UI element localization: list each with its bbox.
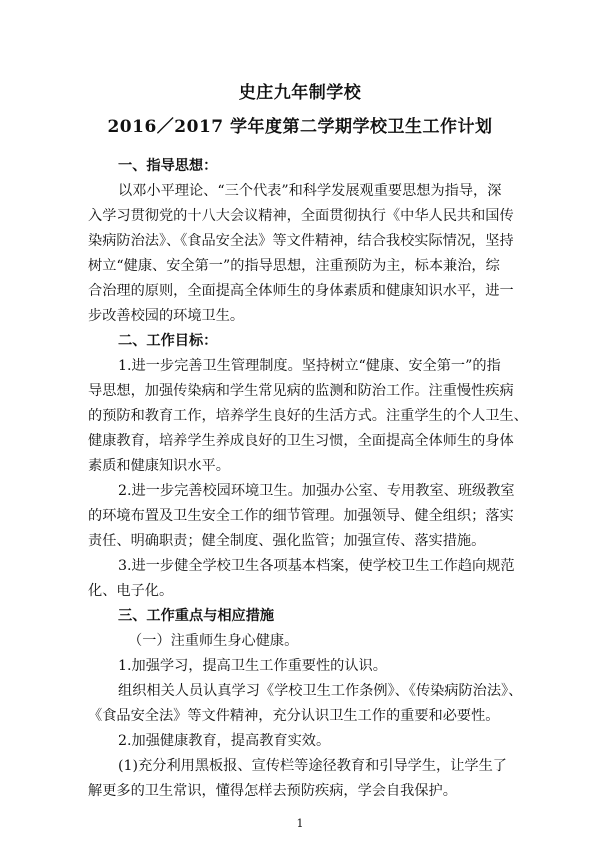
body-line: 树立“健康、安全第一”的指导思想，注重预防为主，标本兼治，综 <box>88 258 500 274</box>
body-line: 化、电子化。 <box>88 583 174 599</box>
school-name-title: 史庄九年制学校 <box>238 83 362 103</box>
section-heading-key-work: 三、工作重点与相应措施 <box>118 608 275 624</box>
body-line: （一）注重师生身心健康。 <box>128 633 299 649</box>
body-line: 合治理的原则，全面提高全体师生的身体素质和健康知识水平，进一 <box>88 283 514 299</box>
body-line: 责任、明确职责；健全制度、强化监管；加强宣传、落实措施。 <box>88 533 486 549</box>
body-line: 3.进一步健全学校卫生各项基本档案，使学校卫生工作趋向规范 <box>118 558 515 574</box>
body-line: 解更多的卫生常识，懂得怎样去预防疾病，学会自我保护。 <box>88 783 457 799</box>
body-line: 健康教育，培养学生养成良好的卫生习惯，全面提高全体师生的身体 <box>88 433 514 449</box>
body-line: 《食品安全法》等文件精神，充分认识卫生工作的重要和必要性。 <box>88 708 500 724</box>
body-line: (1)充分利用黑板报、宣传栏等途径教育和引导学生，让学生了 <box>118 758 507 774</box>
body-line: 导思想，加强传染病和学生常见病的监测和防治工作。注重慢性疾病 <box>88 383 514 399</box>
page-number: 1 <box>296 817 304 830</box>
body-line: 2.加强健康教育，提高教育实效。 <box>118 733 331 749</box>
body-line: 的环境布置及卫生安全工作的细节管理。加强领导、健全组织；落实 <box>88 508 514 524</box>
body-line: 的预防和教育工作，培养学生良好的生活方式。注重学生的个人卫生、 <box>88 408 528 424</box>
body-line: 入学习贯彻党的十八大会议精神，全面贯彻执行《中华人民共和国传 <box>88 208 514 224</box>
section-heading-guiding-ideology: 一、指导思想： <box>118 158 218 174</box>
body-line: 染病防治法》、《食品安全法》等文件精神，结合我校实际情况，坚持 <box>88 233 514 249</box>
body-line: 以邓小平理论、“三个代表”和科学发展观重要思想为指导，深 <box>118 183 502 199</box>
body-line: 素质和健康知识水平。 <box>88 458 230 474</box>
body-line: 组织相关人员认真学习《学校卫生工作条例》、《传染病防治法》、 <box>118 683 523 699</box>
plan-title: 2016／2017 学年度第二学期学校卫生工作计划 <box>107 117 493 137</box>
body-line: 步改善校园的环境卫生。 <box>88 308 245 324</box>
body-line: 2.进一步完善校园环境卫生。加强办公室、专用教室、班级教室 <box>118 483 515 499</box>
body-line: 1.进一步完善卫生管理制度。坚持树立“健康、安全第一”的指 <box>118 358 501 374</box>
body-line: 1.加强学习，提高卫生工作重要性的认识。 <box>118 658 387 674</box>
section-heading-work-goals: 二、工作目标： <box>118 333 218 349</box>
